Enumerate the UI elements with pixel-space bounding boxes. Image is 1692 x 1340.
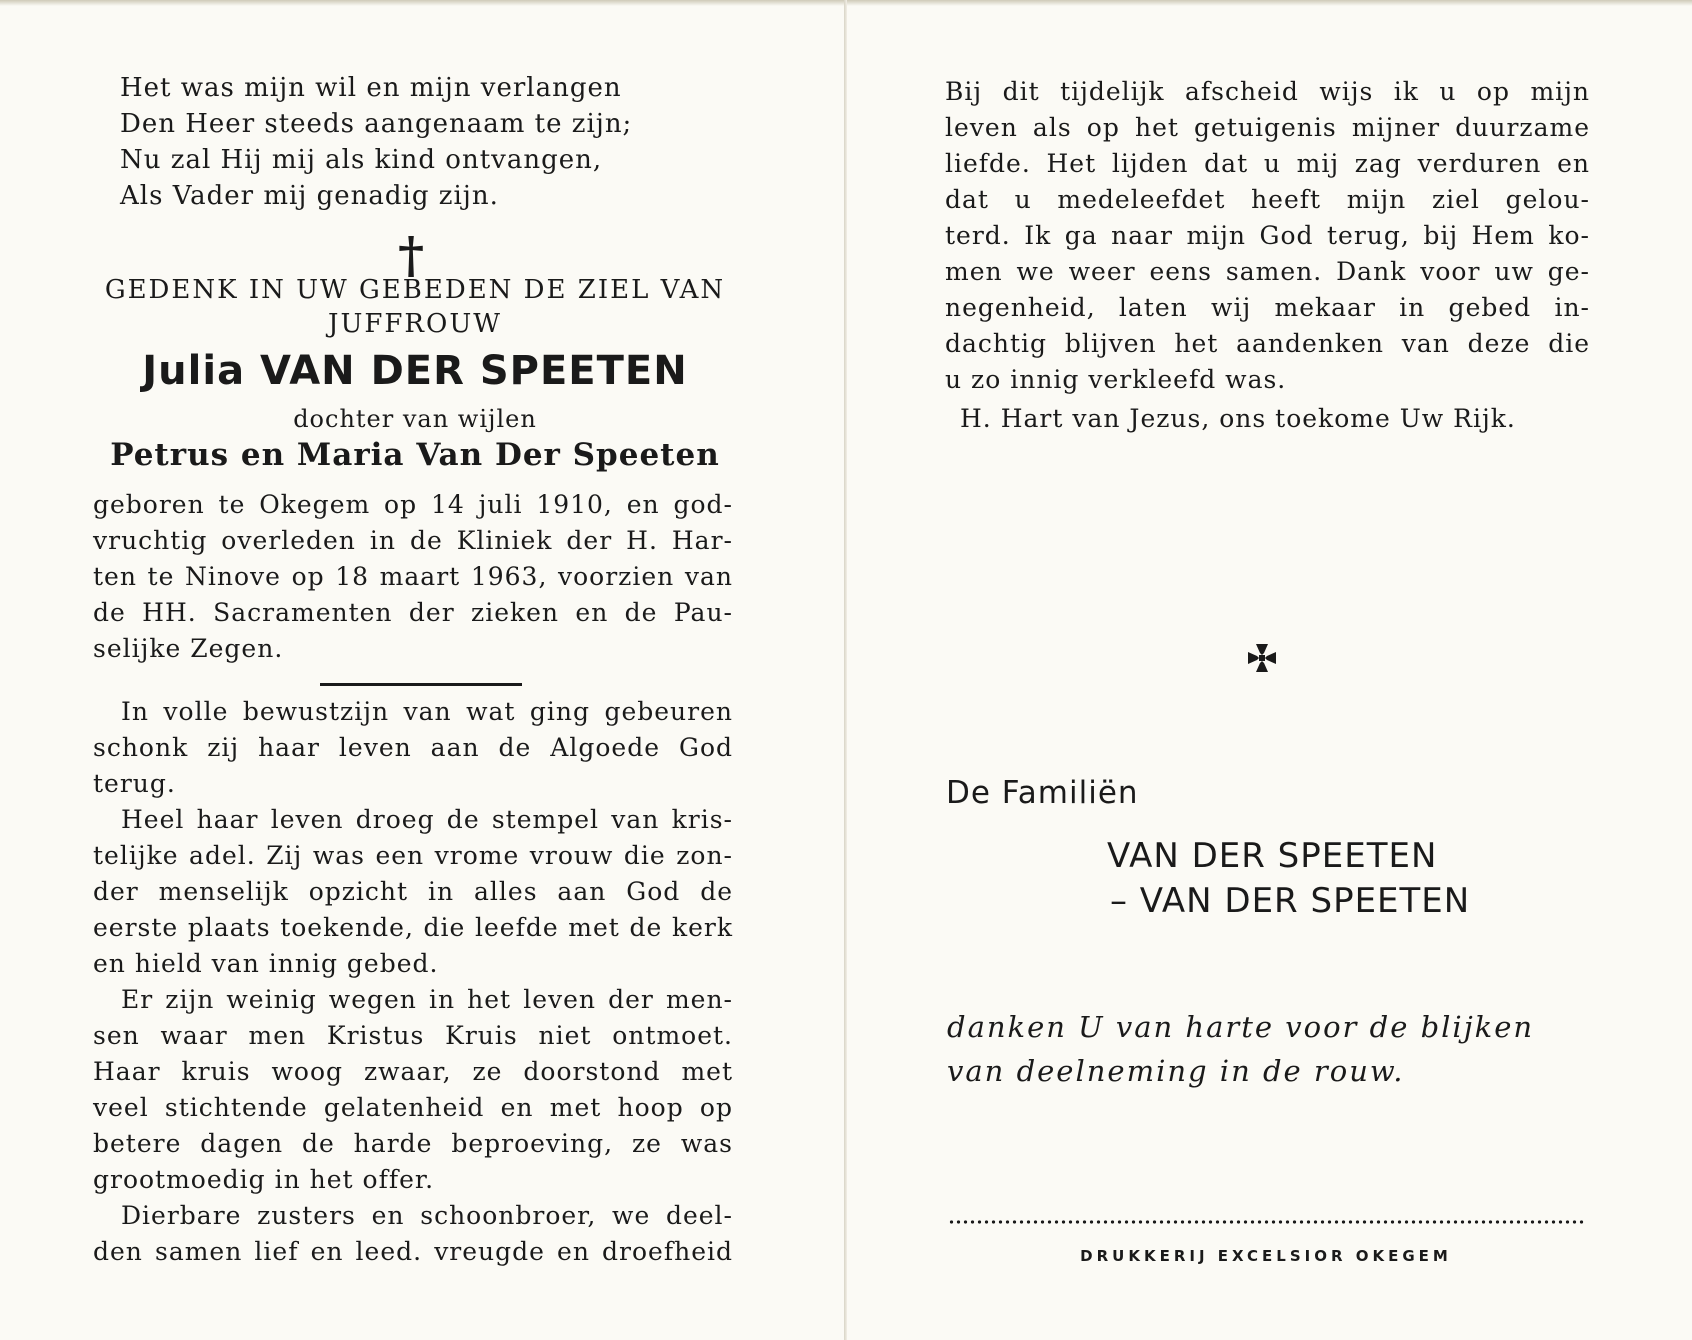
- tribute-line: Heel haar leven droeg de stempel van kris-: [121, 805, 733, 834]
- farewell-line: negenheid, laten wij mekaar in gebed in-: [945, 293, 1590, 322]
- thanks-message: [947, 1005, 1587, 1093]
- thanks-line: van deelneming in de rouw.: [947, 1054, 1405, 1088]
- biography-line: geboren te Okegem op 14 juli 1910, en god-: [93, 490, 733, 519]
- farewell-line: u zo innig verkleefd was.: [945, 365, 1287, 394]
- tribute-line: grootmoedig in het offer.: [93, 1165, 435, 1194]
- poem-line: Als Vader mij genadig zijn.: [120, 181, 499, 211]
- farewell-line: leven als op het getuigenis mijner duurzame: [945, 113, 1590, 142]
- farewell-line: men we weer eens samen. Dank voor uw ge-: [945, 257, 1590, 286]
- family-name-2: – VAN DER SPEETEN: [1110, 881, 1471, 921]
- tribute-line: betere dagen de harde beproeving, ze was: [93, 1129, 733, 1158]
- tribute-line: terug.: [93, 769, 176, 798]
- tribute-line: schonk zij haar leven aan de Algoede God: [93, 733, 733, 762]
- section-divider: [320, 683, 522, 686]
- tribute-text: [93, 694, 733, 1270]
- biography-line: ten te Ninove op 18 maart 1963, voorzien van: [93, 562, 733, 591]
- farewell-line: liefde. Het lijden dat u mij zag verduren en: [945, 149, 1590, 178]
- tribute-line: der menselijk opzicht in alles aan God de: [93, 877, 733, 906]
- dotted-rule: [948, 1219, 1584, 1225]
- sacred-heart-motto: H. Hart van Jezus, ons toekome Uw Rijk.: [960, 404, 1516, 433]
- farewell-line: terd. Ik ga naar mijn God terug, bij Hem ko-: [945, 221, 1590, 250]
- tribute-line: Dierbare zusters en schoonbroer, we deel-: [121, 1201, 733, 1230]
- tribute-line: telijke adel. Zij was een vrome vrouw die zon-: [93, 841, 733, 870]
- poem-line: Nu zal Hij mij als kind ontvangen,: [120, 145, 603, 175]
- biography-line: de HH. Sacramenten der zieken en de Pau-: [93, 598, 733, 627]
- biography-line: selijke Zegen.: [93, 634, 284, 663]
- tribute-line: en hield van innig gebed.: [93, 949, 439, 978]
- poem-line: Den Heer steeds aangenaam te zijn;: [120, 109, 633, 139]
- tribute-line: veel stichtende gelatenheid en met hoop op: [93, 1093, 733, 1122]
- tribute-line: eerste plaats toekende, die leefde met de kerk: [93, 913, 733, 942]
- farewell-line: dachtig blijven het aandenken van deze die: [945, 329, 1590, 358]
- farewell-line: Bij dit tijdelijk afscheid wijs ik u op mijn: [945, 77, 1590, 106]
- parents-names: Petrus en Maria Van Der Speeten: [110, 437, 720, 473]
- iron-cross-icon: [1247, 643, 1277, 673]
- poem-line: Het was mijn wil en mijn verlangen: [120, 73, 622, 103]
- poem: [120, 70, 720, 214]
- remembrance-heading: GEDENK IN UW GEBEDEN DE ZIEL VAN: [104, 275, 726, 305]
- daughter-of-label: dochter van wijlen: [293, 405, 537, 433]
- tribute-line: den samen lief en leed. vreugde en droefheid: [93, 1237, 733, 1266]
- latin-cross-icon: †: [398, 225, 425, 284]
- farewell-line: dat u medeleefdet heeft mijn ziel gelou-: [945, 185, 1590, 214]
- printer-credit: DRUKKERIJ EXCELSIOR OKEGEM: [1080, 1247, 1452, 1265]
- thanks-line: danken U van harte voor de blijken: [947, 1010, 1535, 1044]
- tribute-line: sen waar men Kristus Kruis niet ontmoet.: [93, 1021, 733, 1050]
- title-juffrouw: JUFFROUW: [328, 309, 502, 339]
- families-label: De Familiën: [946, 775, 1139, 811]
- tribute-line: Haar kruis woog zwaar, ze doorstond met: [93, 1057, 733, 1086]
- biography-paragraph: [93, 487, 733, 667]
- biography-line: vruchtig overleden in de Kliniek der H. Har-: [93, 526, 733, 555]
- farewell-paragraph: [945, 74, 1590, 398]
- family-name-1: VAN DER SPEETEN: [1107, 836, 1438, 876]
- tribute-line: In volle bewustzijn van wat ging gebeuren: [121, 697, 733, 726]
- tribute-line: Er zijn weinig wegen in het leven der men-: [121, 985, 733, 1014]
- deceased-name: Julia VAN DER SPEETEN: [142, 348, 688, 394]
